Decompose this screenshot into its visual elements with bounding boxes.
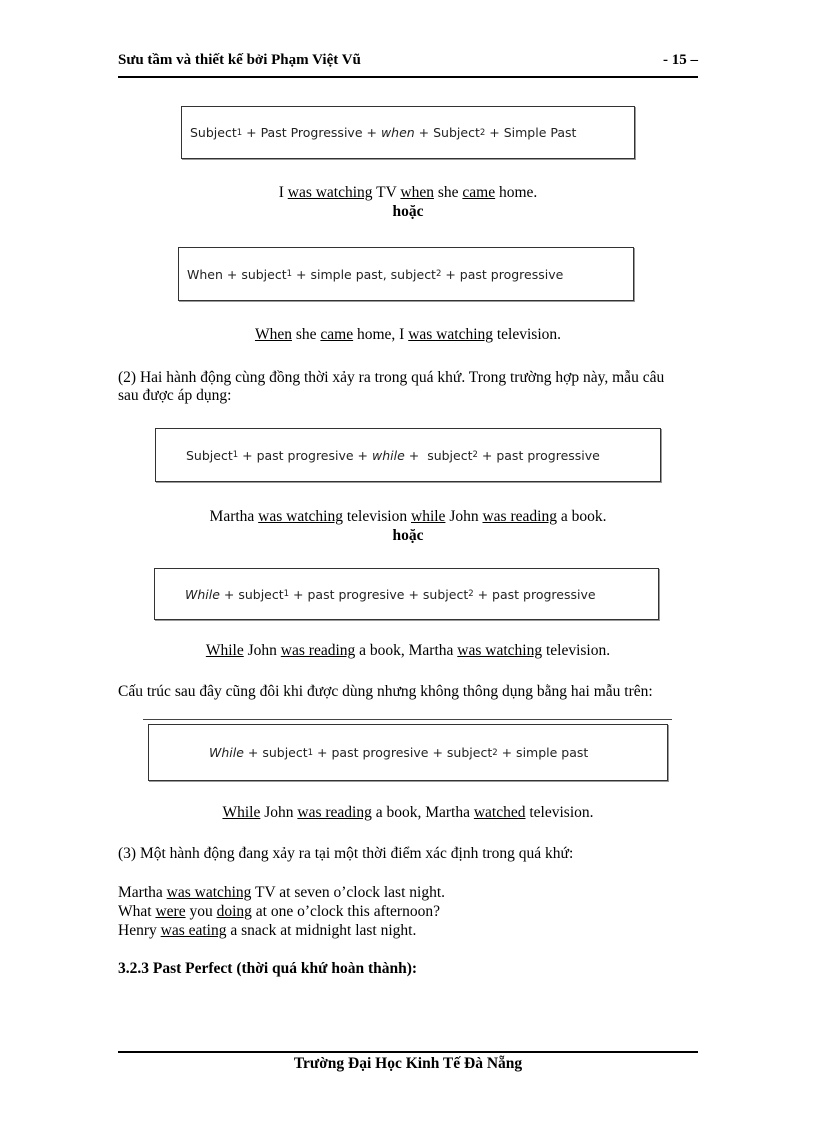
example-2: When she came home, I was watching television.	[254, 326, 562, 343]
hoac-1: hoặc	[392, 203, 424, 220]
page-number: - 15 –	[663, 52, 698, 68]
example-4: While John was reading a book, Martha was watching television.	[205, 642, 611, 659]
page-footer: Trường Đại Học Kinh Tế Đà Nẵng	[293, 1055, 523, 1072]
header-author: Sưu tầm và thiết kế bởi Phạm Việt Vũ	[118, 52, 361, 68]
paragraph-4: (3) Một hành động đang xảy ra tại một thời điểm xác định trong quá khứ:	[118, 845, 574, 862]
formula-box-4: While + subject 1 + past progresive + subject 2 + past progressive	[154, 568, 659, 620]
formula-box-5: While + subject 1 + past progresive + subject 2 + simple past	[148, 724, 668, 781]
paragraph-3: Cấu trúc sau đây cũng đôi khi được dùng nhưng không thông dụng bằng hai mẫu trên:	[118, 683, 653, 700]
formula-box-3: Subject 1 + past progresive + while + subject 2 + past progressive	[155, 428, 661, 482]
paragraph-2-line-2: sau được áp dụng:	[118, 387, 232, 404]
example-1: I was watching TV when she came home.	[278, 184, 538, 201]
page-header	[118, 52, 698, 78]
hoac-2: hoặc	[392, 527, 424, 544]
example-5: While John was reading a book, Martha watched television.	[222, 804, 594, 821]
formula-box-2: When + subject 1 + simple past, subject 2 + past progressive	[178, 247, 634, 301]
footer-rule	[118, 1051, 698, 1053]
example-6: Martha was watching TV at seven o’clock last night.	[118, 884, 446, 901]
example-7: What were you doing at one o’clock this afternoon?	[118, 903, 440, 920]
formula-box-1: Subject 1 + Past Progressive + when + Subject 2 + Simple Past	[181, 106, 635, 159]
example-3: Martha was watching television while John was reading a book.	[209, 508, 607, 525]
paragraph-2-line-1: (2) Hai hành động cùng đồng thời xảy ra trong quá khứ. Trong trường hợp này, mẫu câu	[118, 369, 665, 386]
divider-line	[143, 719, 672, 720]
section-heading: 3.2.3 Past Perfect (thời quá khứ hoàn thành):	[118, 960, 418, 977]
example-8: Henry was eating a snack at midnight last night.	[118, 922, 417, 939]
